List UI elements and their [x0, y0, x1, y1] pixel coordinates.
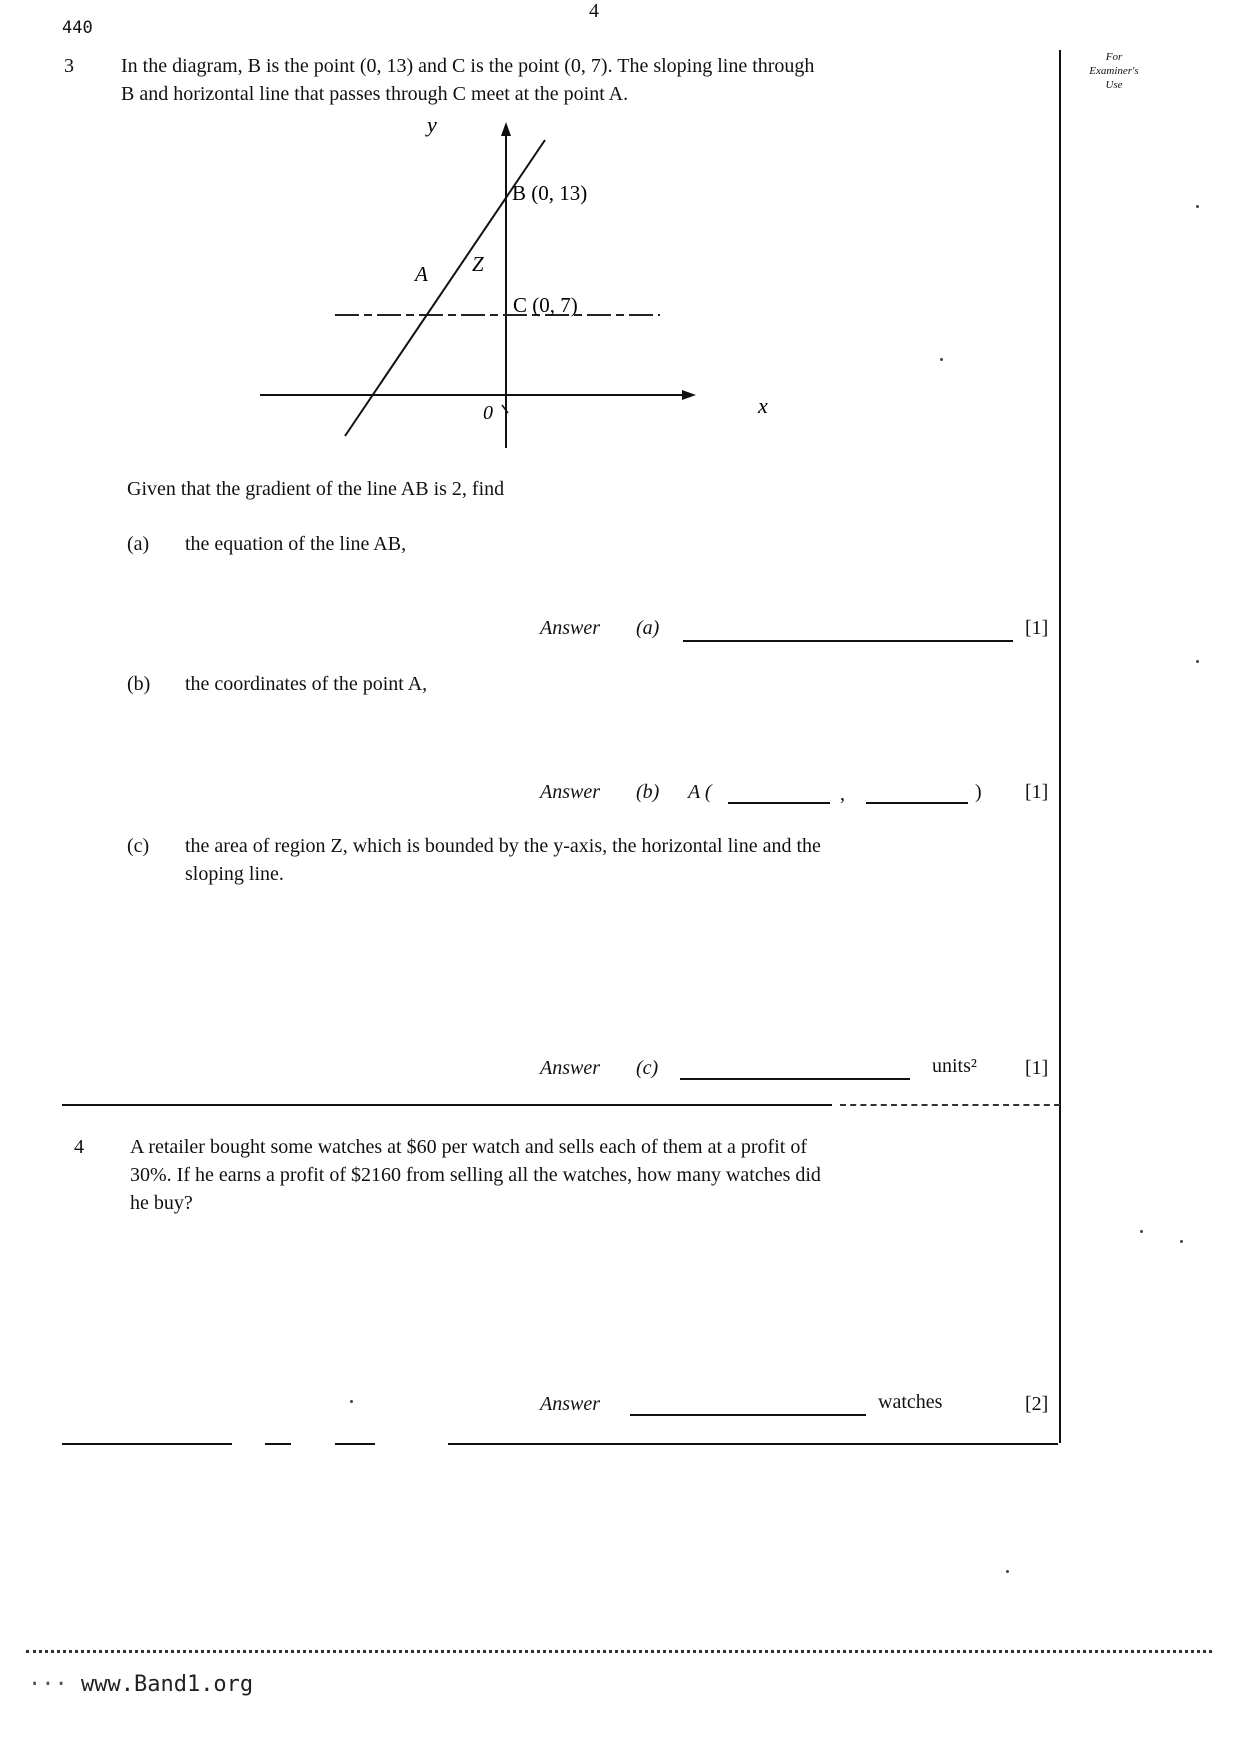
q4-text [130, 1133, 1010, 1217]
page-number: 4 [589, 0, 599, 22]
q4-answer-line[interactable] [630, 1414, 866, 1416]
y-axis-arrow [501, 122, 511, 136]
scan-speckle [940, 358, 943, 361]
q3c-answer-line[interactable] [680, 1078, 910, 1080]
q4-answer-label: Answer [540, 1393, 600, 1415]
point-a-label: A [415, 262, 428, 286]
q4-text-line-3: he buy? [130, 1192, 193, 1214]
q3b-label: (b) [127, 673, 151, 695]
q3b-answer-suffix: ) [975, 781, 982, 803]
q3b-text: the coordinates of the point A, [185, 673, 428, 695]
y-axis-label: y [427, 118, 437, 137]
q3-intro-line-2: B and horizontal line that passes through C meet at the point A. [121, 83, 629, 105]
q3b-answer-prefix: A ( [688, 781, 712, 803]
q3c-answer-label: Answer [540, 1057, 600, 1079]
examiner-label-2: Examiner's [1089, 65, 1139, 77]
q3-given: Given that the gradient of the line AB is 2, find [127, 478, 505, 500]
q4-separator-2 [265, 1443, 291, 1445]
q4-separator-4 [448, 1443, 1058, 1445]
q3b-answer-comma: , [840, 783, 845, 805]
region-z-label: Z [472, 252, 484, 276]
scan-speckle [1196, 660, 1199, 663]
q3c-unit: units² [932, 1055, 977, 1077]
scan-speckle [1140, 1230, 1143, 1233]
q3c-marks: [1] [1025, 1057, 1049, 1079]
q3-intro-line-1: In the diagram, B is the point (0, 13) and C is the point (0, 7). The sloping line through [121, 55, 815, 77]
q4-separator-1 [62, 1443, 232, 1445]
q3c-answer-part: (c) [636, 1057, 659, 1079]
scan-speckle [350, 1400, 353, 1403]
q4-text-line-2: 30%. If he earns a profit of $2160 from selling all the watches, how many watches did [130, 1164, 821, 1186]
q3b-answer-label: Answer [540, 781, 600, 803]
q3c-text-line-1: the area of region Z, which is bounded by the y-axis, the horizontal line and the [185, 835, 821, 857]
point-c-label: C (0, 7) [513, 293, 578, 317]
q4-text-line-1: A retailer bought some watches at $60 per watch and sells each of them at a profit of [130, 1136, 807, 1158]
q3a-answer-line[interactable] [683, 640, 1013, 642]
footer-url [28, 1672, 253, 1697]
point-b-label: B (0, 13) [512, 181, 588, 205]
q4-number: 4 [74, 1136, 84, 1158]
scan-speckle [1180, 1240, 1183, 1243]
paper-code: 440 [62, 18, 93, 38]
q3c-text [185, 832, 1005, 888]
footer-url-text: www.Band1.org [80, 1672, 254, 1697]
q4-marks: [2] [1025, 1393, 1049, 1415]
q3-intro [121, 52, 1051, 108]
q3c-text-line-2: sloping line. [185, 863, 284, 885]
q3a-answer-part: (a) [636, 617, 660, 639]
q3-diagram [250, 118, 810, 458]
q3a-text: the equation of the line AB, [185, 533, 407, 555]
q3a-marks: [1] [1025, 617, 1049, 639]
scan-speckle [1006, 1570, 1009, 1573]
examiner-label-1: For [1105, 51, 1123, 63]
q3b-marks: [1] [1025, 781, 1049, 803]
q3-separator [62, 1104, 832, 1106]
x-axis-arrow [682, 390, 696, 400]
q3b-answer-part: (b) [636, 781, 660, 803]
examiner-use-box [1068, 50, 1160, 92]
q3c-label: (c) [127, 835, 150, 857]
q3a-answer-label: Answer [540, 617, 600, 639]
scan-speckle [1196, 205, 1199, 208]
q4-separator-3 [335, 1443, 375, 1445]
examiner-label-3: Use [1105, 79, 1123, 91]
q3-number: 3 [64, 55, 74, 77]
x-axis-label: x [758, 393, 768, 418]
q3b-y-answer-line[interactable] [866, 802, 968, 804]
origin-label: 0 [483, 402, 493, 424]
footer-url-dashes: ··· [28, 1672, 81, 1697]
examiner-margin-line [1059, 50, 1061, 1443]
q3a-label: (a) [127, 533, 150, 555]
footer-noise-line [26, 1650, 1212, 1653]
q3-separator-dashed [840, 1104, 1060, 1106]
q3b-x-answer-line[interactable] [728, 802, 830, 804]
q4-unit: watches [878, 1391, 943, 1413]
